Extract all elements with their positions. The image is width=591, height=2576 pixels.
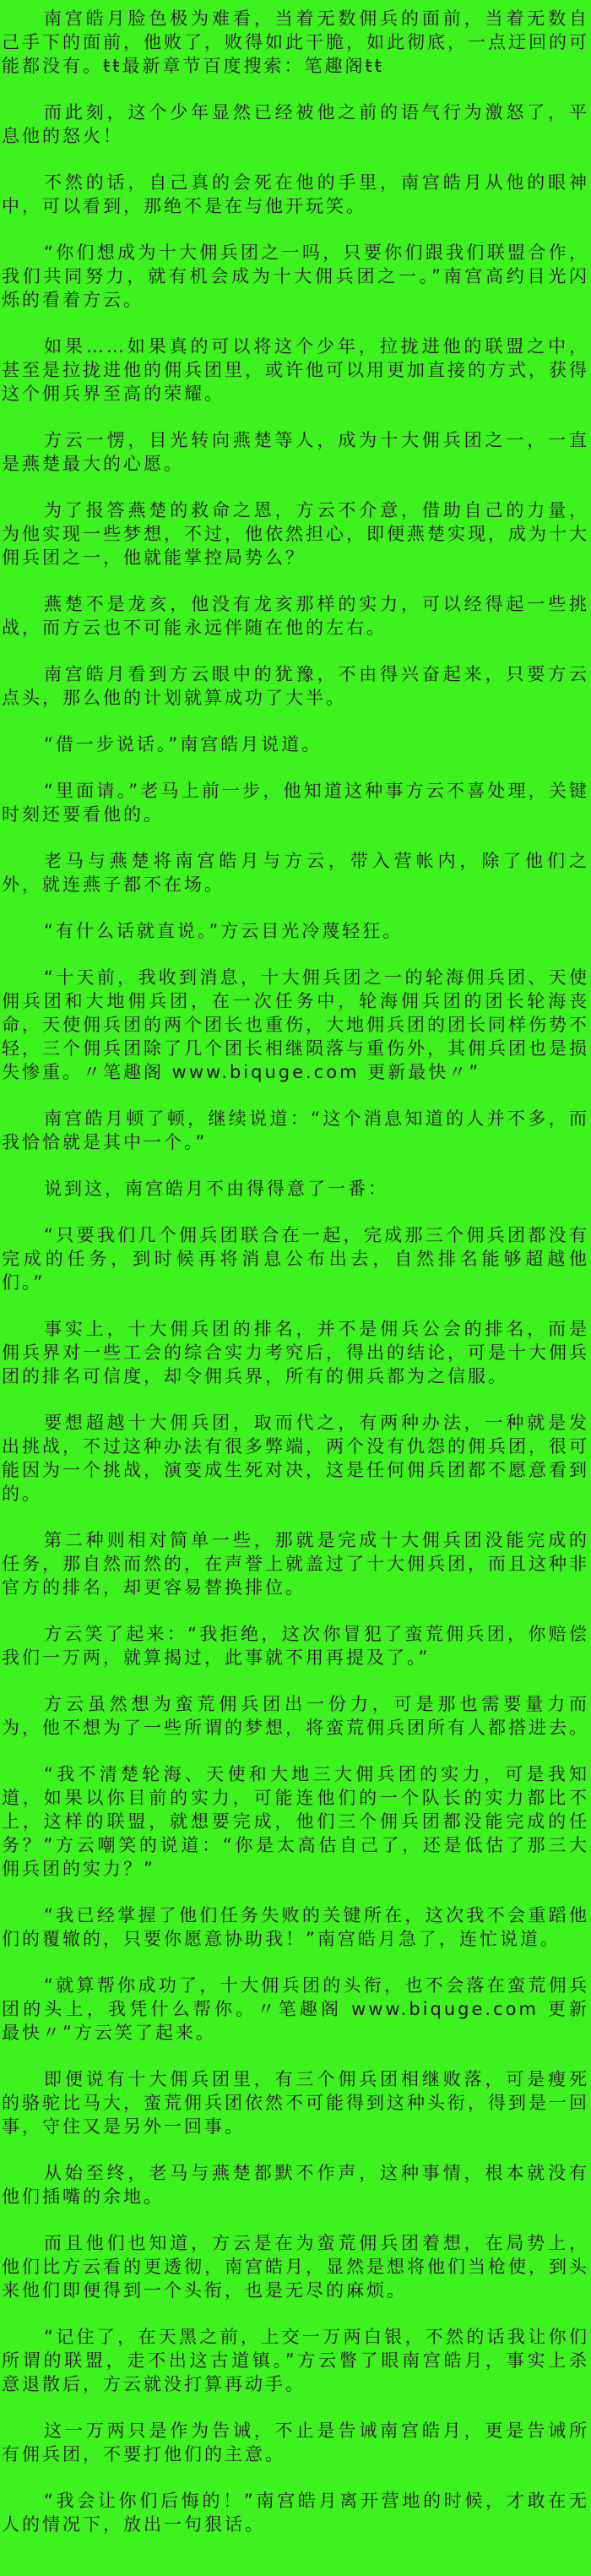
- novel-paragraph: “十天前，我收到消息，十大佣兵团之一的轮海佣兵团、天使佣兵团和大地佣兵团，在一次任务中，轮海佣兵团的团长轮海丧命，天使佣兵团的两个团长也重伤，大地佣兵团的团长同样伤势不轻，三个佣兵团除了几个团长相继陨落与重伤外，其佣兵团也是损失惨重。〃笔趣阁 www.biquge.com 更新最快〃”: [2, 967, 589, 1082]
- novel-paragraph: “有什么话就直说。”方云目光冷蔑轻狂。: [44, 921, 404, 941]
- novel-paragraph: “我会让你们后悔的！”南宫皓月离开营地的时候，才敢在无人的情况下，放出一句狠话。: [2, 2491, 589, 2535]
- novel-paragraph: 而且他们也知道，方云是在为蛮荒佣兵团着想，在局势上，他们比方云看的更透彻，南宫皓月，显然是想将他们当枪使，到头来他们即便得到一个头衔，也是无尽的麻烦。: [2, 2233, 589, 2301]
- novel-paragraph: 事实上，十大佣兵团的排名，并不是佣兵公会的排名，而是佣兵界对一些工会的综合实力考究后，得出的结论，可是十大佣兵团的排名可信度，却令佣兵界，所有的佣兵都为之信服。: [2, 1319, 589, 1386]
- novel-paragraph: “只要我们几个佣兵团联合在一起，完成那三个佣兵团都没有完成的任务，到时候再将消息公布出去，自然排名能够超越他们。”: [2, 1225, 589, 1293]
- novel-paragraph: 南宫皓月看到方云眼中的犹豫，不由得兴奋起来，只要方云点头，那么他的计划就算成功了大半。: [2, 664, 589, 708]
- novel-paragraph: “你们想成为十大佣兵团之一吗，只要你们跟我们联盟合作，我们共同努力，就有机会成为十大佣兵团之一。”南宫高约目光闪烁的看着方云。: [2, 242, 589, 310]
- novel-paragraph: 不然的话，自己真的会死在他的手里，南宫皓月从他的眼神中，可以看到，那绝不是在与他开玩笑。: [2, 172, 589, 216]
- novel-paragraph: 方云虽然想为蛮荒佣兵团出一份力，可是那也需要量力而为，他不想为了一些所谓的梦想，将蛮荒佣兵团所有人都搭进去。: [2, 1694, 589, 1738]
- novel-paragraph: 方云一愣，目光转向燕楚等人，成为十大佣兵团之一，一直是燕楚最大的心愿。: [2, 430, 589, 474]
- novel-paragraph: 燕楚不是龙亥，他没有龙亥那样的实力，可以经得起一些挑战，而方云也不可能永远伴随在他的左右。: [2, 594, 589, 638]
- novel-paragraph: 南宫皓月脸色极为难看，当着无数佣兵的面前，当着无数自己手下的面前，他败了，败得如此干脆，如此彻底，一点迂回的可能都没有。ŧŧ最新章节百度搜索：笔趣阁ŧŧ: [2, 8, 589, 76]
- novel-paragraph: 要想超越十大佣兵团，取而代之，有两种办法，一种就是发出挑战，不过这种办法有很多弊端，两个没有仇怨的佣兵团，很可能因为一个挑战，演变成生死对决，这是任何佣兵团都不愿意看到的。: [2, 1413, 589, 1504]
- novel-paragraph: 老马与燕楚将南宫皓月与方云，带入营帐内，除了他们之外，就连燕子都不在场。: [2, 851, 589, 895]
- novel-paragraph: 说到这，南宫皓月不由得得意了一番：: [44, 1179, 388, 1199]
- novel-paragraph: 即便说有十大佣兵团里，有三个佣兵团相继败落，可是瘦死的骆驼比马大，蛮荒佣兵团依然不可能得到这种头衔，得到是一回事，守住又是另外一回事。: [2, 2069, 589, 2137]
- novel-paragraph: 方云笑了起来：“我拒绝，这次你冒犯了蛮荒佣兵团，你赔偿我们一万两，就算揭过，此事就不用再提及了。”: [2, 1624, 589, 1668]
- novel-paragraph: 为了报答燕楚的救命之恩，方云不介意，借助自己的力量，为他实现一些梦想，不过，他依然担心，即便燕楚实现，成为十大佣兵团之一，他就能掌控局势么？: [2, 500, 589, 568]
- novel-paragraph: 第二种则相对简单一些，那就是完成十大佣兵团没能完成的任务，那自然而然的，在声誉上就盖过了十大佣兵团，而且这种非官方的排名，却更容易替换排位。: [2, 1530, 589, 1598]
- novel-paragraph: 这一万两只是作为告诫，不止是告诫南宫皓月，更是告诫所有佣兵团，不要打他们的主意。: [2, 2421, 589, 2464]
- novel-paragraph: “借一步说话。”南宫皓月说道。: [44, 734, 323, 754]
- novel-paragraph: “我已经掌握了他们任务失败的关键所在，这次我不会重蹈他们的覆辙的，只要你愿意协助我！”南宫皓月急了，连忙说道。: [2, 1905, 589, 1949]
- novel-paragraph: “就算帮你成功了，十大佣兵团的头衔，也不会落在蛮荒佣兵团的头上，我凭什么帮你。〃笔趣阁 www.biquge.com 更新最快〃”方云笑了起来。: [2, 1975, 589, 2043]
- novel-paragraph: 而此刻，这个少年显然已经被他之前的语气行为激怒了，平息他的怒火！: [2, 102, 589, 146]
- novel-paragraph: 从始至终，老马与燕楚都默不作声，这种事情，根本就没有他们插嘴的余地。: [2, 2163, 589, 2207]
- novel-paragraph: 南宫皓月顿了顿，继续说道：“这个消息知道的人并不多，而我恰恰就是其中一个。”: [2, 1108, 589, 1152]
- novel-paragraph: 如果……如果真的可以将这个少年，拉拢进他的联盟之中，甚至是拉拢进他的佣兵团里，或许他可以用更加直接的方式，获得这个佣兵界至高的荣耀。: [2, 336, 589, 404]
- novel-paragraph: “记住了，在天黑之前，上交一万两白银，不然的话我让你们所谓的联盟，走不出这古道镇。”方云瞥了眼南宫皓月，事实上杀意退散后，方云就没打算再动手。: [2, 2327, 589, 2394]
- novel-paragraph: “里面请。”老马上前一步，他知道这种事方云不喜处理，关键时刻还要看他的。: [2, 781, 589, 825]
- novel-paragraph: “我不清楚轮海、天使和大地三大佣兵团的实力，可是我知道，如果以你目前的实力，可能连他们的一个队长的实力都比不上，这样的联盟，就想要完成，他们三个佣兵团都没能完成的任务？”方云嘲笑的说道：“你是太高估自己了，还是低估了那三大佣兵团的实力？”: [2, 1764, 589, 1879]
